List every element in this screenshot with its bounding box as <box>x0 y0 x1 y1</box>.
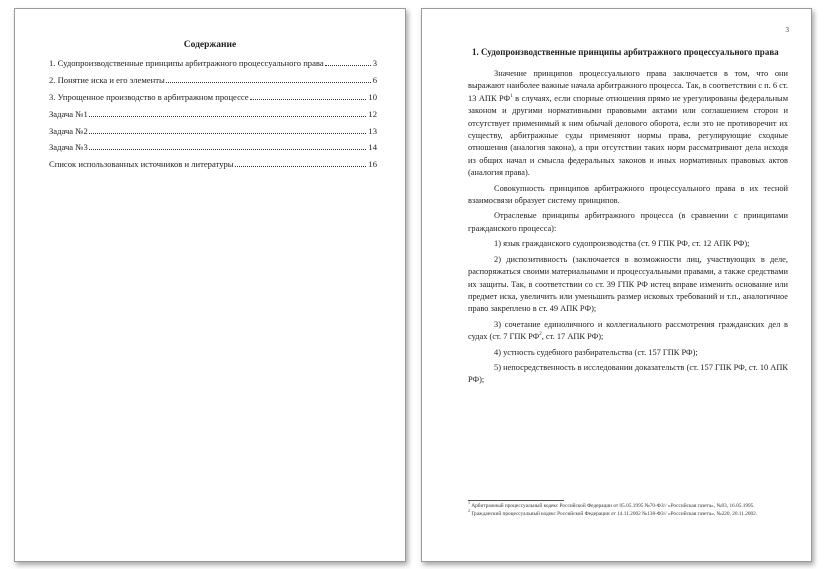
toc-entry-page: 6 <box>372 74 377 85</box>
toc-list <box>49 58 377 176</box>
footnote-separator <box>468 500 564 501</box>
paragraph: 4) устность судебного разбирательства (ст. 157 ГПК РФ); <box>494 347 698 357</box>
toc-entry <box>49 109 377 120</box>
toc-entry <box>49 159 377 170</box>
toc-entry-label: 3. Упрощенное производство в арбитражном процессе <box>49 91 249 102</box>
toc-entry-page: 16 <box>368 159 377 170</box>
toc-entry-label: 1. Судопроизводственные принципы арбитражного процессуального права <box>49 58 324 68</box>
toc-entry <box>49 126 377 137</box>
content-page <box>421 8 812 562</box>
footnote <box>468 508 788 518</box>
toc-entry-label: Задача №1 <box>49 108 88 119</box>
toc-entry <box>49 58 377 69</box>
toc-entry-label: Задача №2 <box>49 125 88 136</box>
body-text <box>468 68 788 390</box>
page-number: 3 <box>785 26 789 34</box>
paragraph <box>468 68 788 180</box>
toc-leader-dots <box>89 149 367 150</box>
footnotes <box>468 500 788 520</box>
toc-entry-page: 12 <box>368 108 377 119</box>
toc-entry <box>49 75 377 86</box>
toc-leader-dots <box>89 116 367 117</box>
footnote-marker: 1 <box>468 500 470 506</box>
paragraph: Совокупность принципов арбитражного процессуального права в их тесной взаимосвязи образует систему принципов. <box>468 183 788 206</box>
footnote-ref: 2 <box>539 332 542 338</box>
paragraph: 1) язык гражданского судопроизводства (ст. 9 ГПК РФ, ст. 12 АПК РФ); <box>494 239 750 249</box>
toc-entry-page: 3 <box>372 58 377 68</box>
toc-leader-dots <box>89 133 367 134</box>
paragraph-text: в случаях, если спорные отношения прямо не урегулированы федеральным законом и другими нормативными правовыми актами или соглашением сторон и отсутствует применимый к ним обычай делового оборота, если это не противоречит их существу, арбитражные суды применяют нормы права, регулирующие сходные отношения (аналогия закона), а при отсутствии таких норм рассматривают дела исходя из общих начал и смысла федеральных законов и иных нормативных правовых актов (аналогия права). <box>468 93 788 178</box>
footnote-marker: 2 <box>468 508 470 514</box>
toc-leader-dots <box>166 82 371 83</box>
footnote-ref: 1 <box>510 94 513 100</box>
toc-entry-page: 10 <box>368 91 377 102</box>
section-heading: 1. Судопроизводственные принципы арбитражного процессуального права <box>472 47 779 57</box>
paragraph: 5) непосредственность в исследовании доказательств (ст. 157 ГПК РФ, ст. 10 АПК РФ); <box>468 362 788 385</box>
toc-leader-dots <box>250 99 367 100</box>
toc-leader-dots <box>235 166 367 167</box>
toc-entry-page: 13 <box>368 125 377 136</box>
footnote <box>468 500 788 510</box>
paragraph <box>468 319 788 344</box>
toc-title: Содержание <box>183 40 237 50</box>
toc-entry-label: 2. Понятие иска и его элементы <box>49 74 165 85</box>
paragraph: Отраслевые принципы арбитражного процесса (в сравнении с принципами гражданского процесса): <box>468 211 788 233</box>
paragraph-text: , ст. 17 АПК РФ); <box>541 332 604 342</box>
toc-leader-dots <box>325 65 371 66</box>
toc-entry-label: Задача №3 <box>49 142 88 153</box>
toc-entry <box>49 142 377 153</box>
footnote-text: Арбитражный процессуальный кодекс Российской Федерации от 05.05.1995 №70-ФЗ// «Российская газета», №93, 16.05.1995. <box>470 503 755 509</box>
paragraph: 2) диспозитивность (заключается в возможности лиц, участвующих в деле, распоряжаться своими материальными и процессуальными правами, а также средствами их защиты. Так, в соответствии со ст. 39 ГПК РФ истец вправе изменить основание или предмет иска, увеличить или уменьшить размер исковых требований и т.п., аналогичное право закреплено в ст. 49 АПК РФ); <box>468 254 788 314</box>
paragraph-text: 3) сочетание единоличного и коллегиального рассмотрения гражданских дел в судах (ст. 7 ГПК РФ <box>468 319 788 342</box>
table-of-contents-page <box>14 8 406 562</box>
toc-entry-page: 14 <box>368 142 377 153</box>
toc-entry <box>49 92 377 103</box>
toc-entry-label: Список использованных источников и литературы <box>49 159 234 170</box>
paragraph-text: Значение принципов процессуального права заключается в том, что они выражают наиболее важные начала арбитражного процесса. Так, в соответствии с п. 6 ст. 13 АПК РФ <box>468 69 788 103</box>
footnote-text: Гражданский процессуальный кодекс Российской Федерации от 14.11.2002 №138-ФЗ// «Российская газета», №220, 20.11.2002. <box>470 511 758 518</box>
